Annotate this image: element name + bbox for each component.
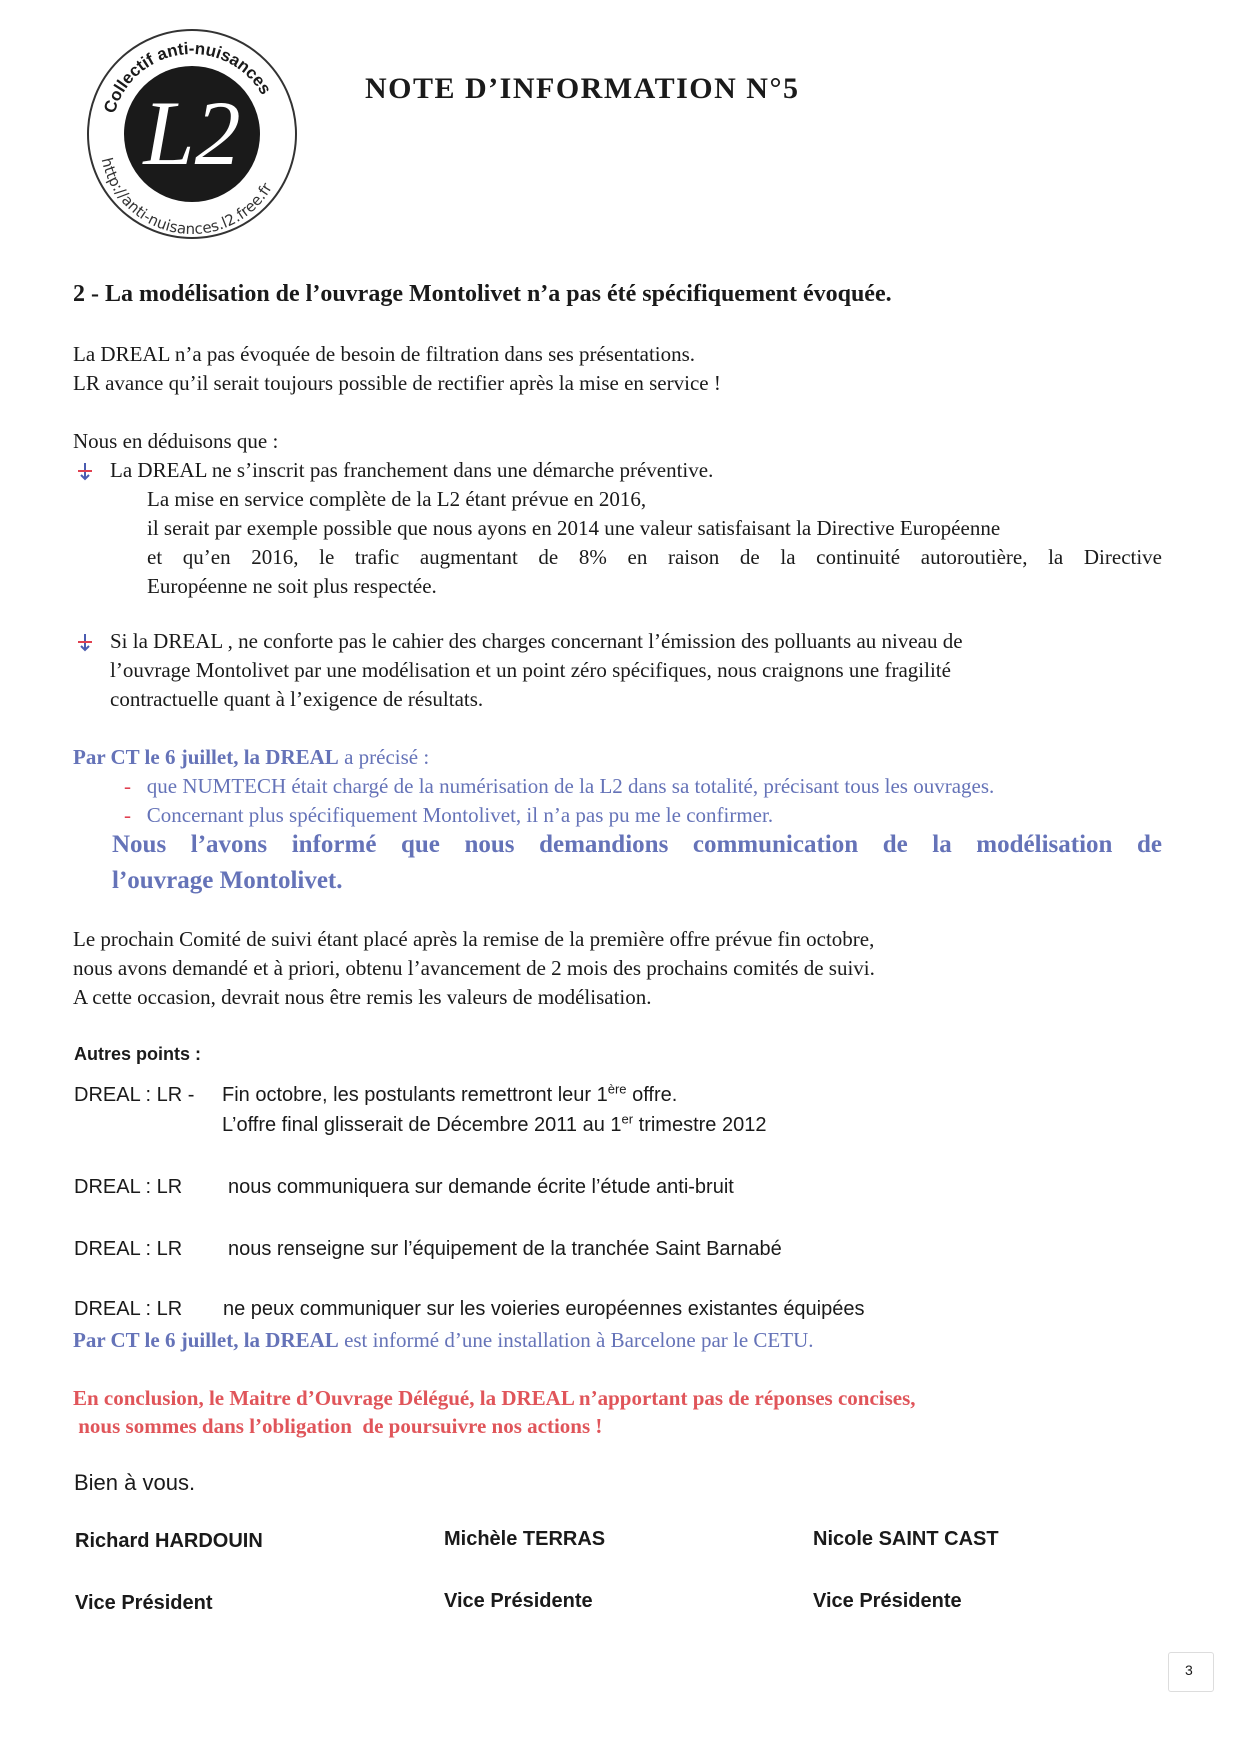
- bullet-text: contractuelle quant à l’exigence de résultats.: [110, 687, 484, 711]
- bullet-text: il serait par exemple possible que nous ayons en 2014 une valeur satisfaisant la Directive Européenne: [147, 516, 1001, 540]
- bullet-text: La DREAL ne s’inscrit pas franchement dans une démarche préventive.: [110, 458, 714, 482]
- dash-item: - que NUMTECH était chargé de la numérisation de la L2 dans sa totalité, précisant tous les ouvrages.: [124, 774, 995, 798]
- comite-line: nous avons demandé et à priori, obtenu l’avancement de 2 mois des prochains comités de suivi.: [73, 956, 875, 980]
- ct-note: [73, 1326, 814, 1355]
- conclusion-line: En conclusion, le Maitre d’Ouvrage Délégué, la DREAL n’apportant pas de réponses concises,: [73, 1386, 916, 1410]
- conclusion-line: nous sommes dans l’obligation de poursuivre nos actions !: [73, 1414, 603, 1438]
- svg-text:L2: L2: [143, 82, 241, 184]
- point-label: DREAL : LR: [74, 1298, 183, 1320]
- signatory-name: Michèle TERRAS: [444, 1528, 606, 1550]
- point-text: nous renseigne sur l’équipement de la tranchée Saint Barnabé: [228, 1238, 782, 1260]
- collectif-logo: [82, 24, 302, 244]
- ct-lead: Par CT le 6 juillet, la DREAL: [73, 745, 339, 769]
- intro-line: LR avance qu’il serait toujours possible de rectifier après la mise en service !: [73, 371, 721, 395]
- point-text: L’offre final glisserait de Décembre 2011 au 1er trimestre 2012: [222, 1111, 767, 1136]
- arrow-down-bullet-icon: [75, 632, 95, 657]
- bullet-text: et qu’en 2016, le trafic augmentant de 8% en raison de la continuité autoroutière, la Directive: [147, 545, 1162, 569]
- arrow-down-bullet-icon: [75, 461, 95, 486]
- closing: Bien à vous.: [74, 1470, 196, 1495]
- svg-text:Collectif anti-nuisances: Collectif anti-nuisances: [100, 38, 276, 116]
- deduce-line: Nous en déduisons que :: [73, 429, 279, 453]
- ct-rest: est informé d’une installation à Barcelone par le CETU.: [338, 1328, 814, 1352]
- dash-text: que NUMTECH était chargé de la numérisation de la L2 dans sa totalité, précisant tous les ouvrages.: [146, 774, 995, 798]
- bullet-text: Si la DREAL , ne conforte pas le cahier des charges concernant l’émission des polluants au niveau de: [110, 629, 963, 653]
- point-text: nous communiquera sur demande écrite l’étude anti-bruit: [228, 1176, 734, 1198]
- emphasis-line: l’ouvrage Montolivet.: [112, 867, 343, 894]
- signatory-name: Richard HARDOUIN: [75, 1530, 263, 1552]
- point-label: DREAL : LR -: [74, 1084, 195, 1106]
- page-number-box: [1168, 1652, 1214, 1692]
- comite-line: Le prochain Comité de suivi étant placé après la remise de la première offre prévue fin octobre,: [73, 927, 875, 951]
- autres-heading: Autres points :: [74, 1044, 202, 1064]
- emphasis-line: Nous l’avons informé que nous demandions communication de la modélisation de: [112, 831, 1162, 858]
- svg-text:http://anti-nuisances.l2.free.: http://anti-nuisances.l2.free.fr: [97, 155, 276, 239]
- signatory-role: Vice Présidente: [813, 1590, 962, 1612]
- comite-line: A cette occasion, devrait nous être remis les valeurs de modélisation.: [73, 985, 652, 1009]
- ct-lead: Par CT le 6 juillet, la DREAL: [73, 1328, 339, 1352]
- section-heading: 2 - La modélisation de l’ouvrage Montolivet n’a pas été spécifiquement évoquée.: [73, 281, 892, 307]
- signatory-name: Nicole SAINT CAST: [813, 1528, 999, 1550]
- ct-rest: a précisé :: [338, 745, 430, 769]
- bullet-text: Européenne ne soit plus respectée.: [147, 574, 437, 598]
- ct-note: [73, 743, 429, 772]
- page-title: NOTE D’INFORMATION N°5: [365, 72, 800, 105]
- dash-item: - Concernant plus spécifiquement Montolivet, il n’a pas pu me le confirmer.: [124, 803, 774, 827]
- signatory-role: Vice Président: [75, 1592, 213, 1614]
- logo-seal-icon: [82, 24, 302, 244]
- dash-text: Concernant plus spécifiquement Montolivet, il n’a pas pu me le confirmer.: [146, 803, 774, 827]
- bullet-text: La mise en service complète de la L2 étant prévue en 2016,: [147, 487, 647, 511]
- signatory-role: Vice Présidente: [444, 1590, 593, 1612]
- point-label: DREAL : LR: [74, 1238, 183, 1260]
- point-label: DREAL : LR: [74, 1176, 183, 1198]
- bullet-text: l’ouvrage Montolivet par une modélisation et un point zéro spécifiques, nous craignons une fragilité: [110, 658, 951, 682]
- page-number: 3: [1185, 1662, 1193, 1678]
- intro-line: La DREAL n’a pas évoquée de besoin de filtration dans ses présentations.: [73, 342, 696, 366]
- point-text: Fin octobre, les postulants remettront leur 1ère offre.: [222, 1081, 678, 1106]
- point-text: ne peux communiquer sur les voieries européennes existantes équipées: [223, 1298, 865, 1320]
